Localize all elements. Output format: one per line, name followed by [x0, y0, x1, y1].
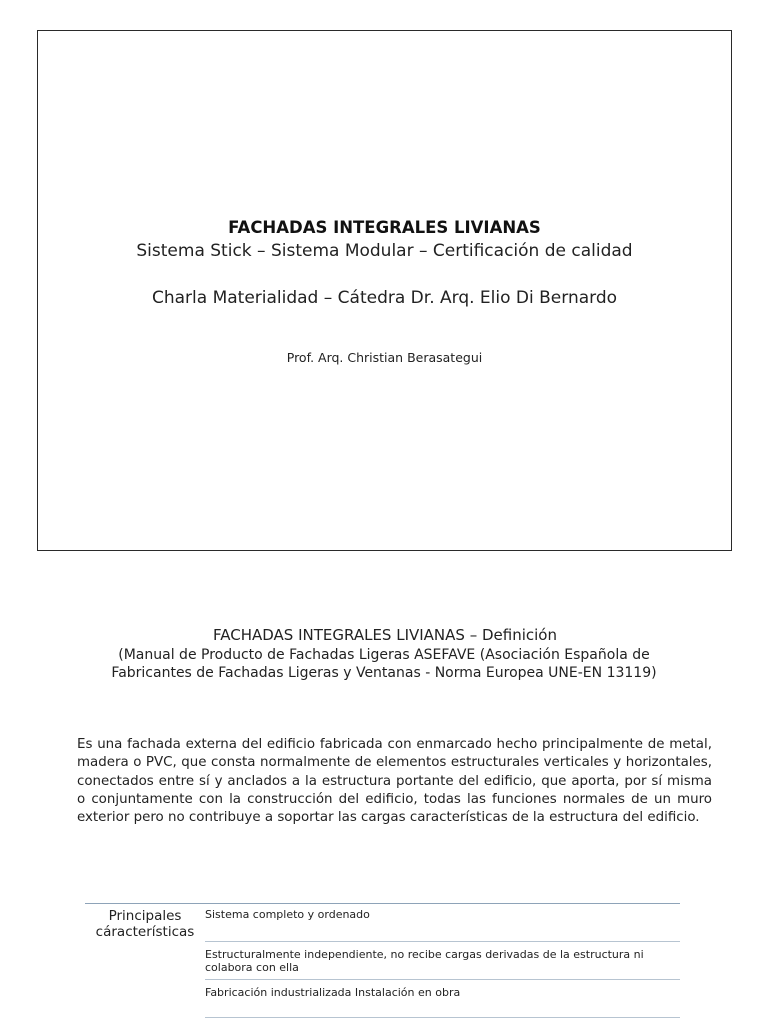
row-divider [205, 941, 680, 942]
cover-slide [37, 30, 732, 551]
cover-subtitle: Sistema Stick – Sistema Modular – Certificación de calidad [136, 241, 633, 261]
cover-talk-title: Charla Materialidad – Cátedra Dr. Arq. Elio Di Bernardo [151, 288, 618, 308]
table-row: Sistema completo y ordenado [205, 908, 370, 921]
row-divider [205, 1017, 680, 1018]
row-divider [205, 979, 680, 980]
table-label: Principales cáracterísticas [95, 908, 195, 940]
table-top-rule [85, 903, 680, 904]
cover-author: Prof. Arq. Christian Berasategui [286, 350, 483, 365]
table-row: Estructuralmente independiente, no recibe cargas derivadas de la estructura ni colabora con ella [205, 948, 644, 974]
table-row: Fabricación industrializada Instalación en obra [205, 986, 461, 999]
definition-body: Es una fachada externa del edificio fabricada con enmarcado hecho principalmente de metal, madera o PVC, que consta normalmente de elementos estructurales verticales y horizontales, conectados entre sí y anclados a la estructura portante del edificio, que aporta, por sí misma o conjuntamente con la construcción del edificio, todas las funciones normales de un muro exterior pero no contribuye a soportar las cargas características de la estructura del edificio. [77, 737, 712, 826]
definition-source: (Manual de Producto de Fachadas Ligeras ASEFAVE (Asociación Española de Fabricantes de Fachadas Ligeras y Ventanas - Norma Europea UNE-EN 13119) [111, 647, 657, 681]
definition-title: FACHADAS INTEGRALES LIVIANAS – Definición [213, 626, 557, 644]
cover-title: FACHADAS INTEGRALES LIVIANAS [228, 218, 541, 237]
